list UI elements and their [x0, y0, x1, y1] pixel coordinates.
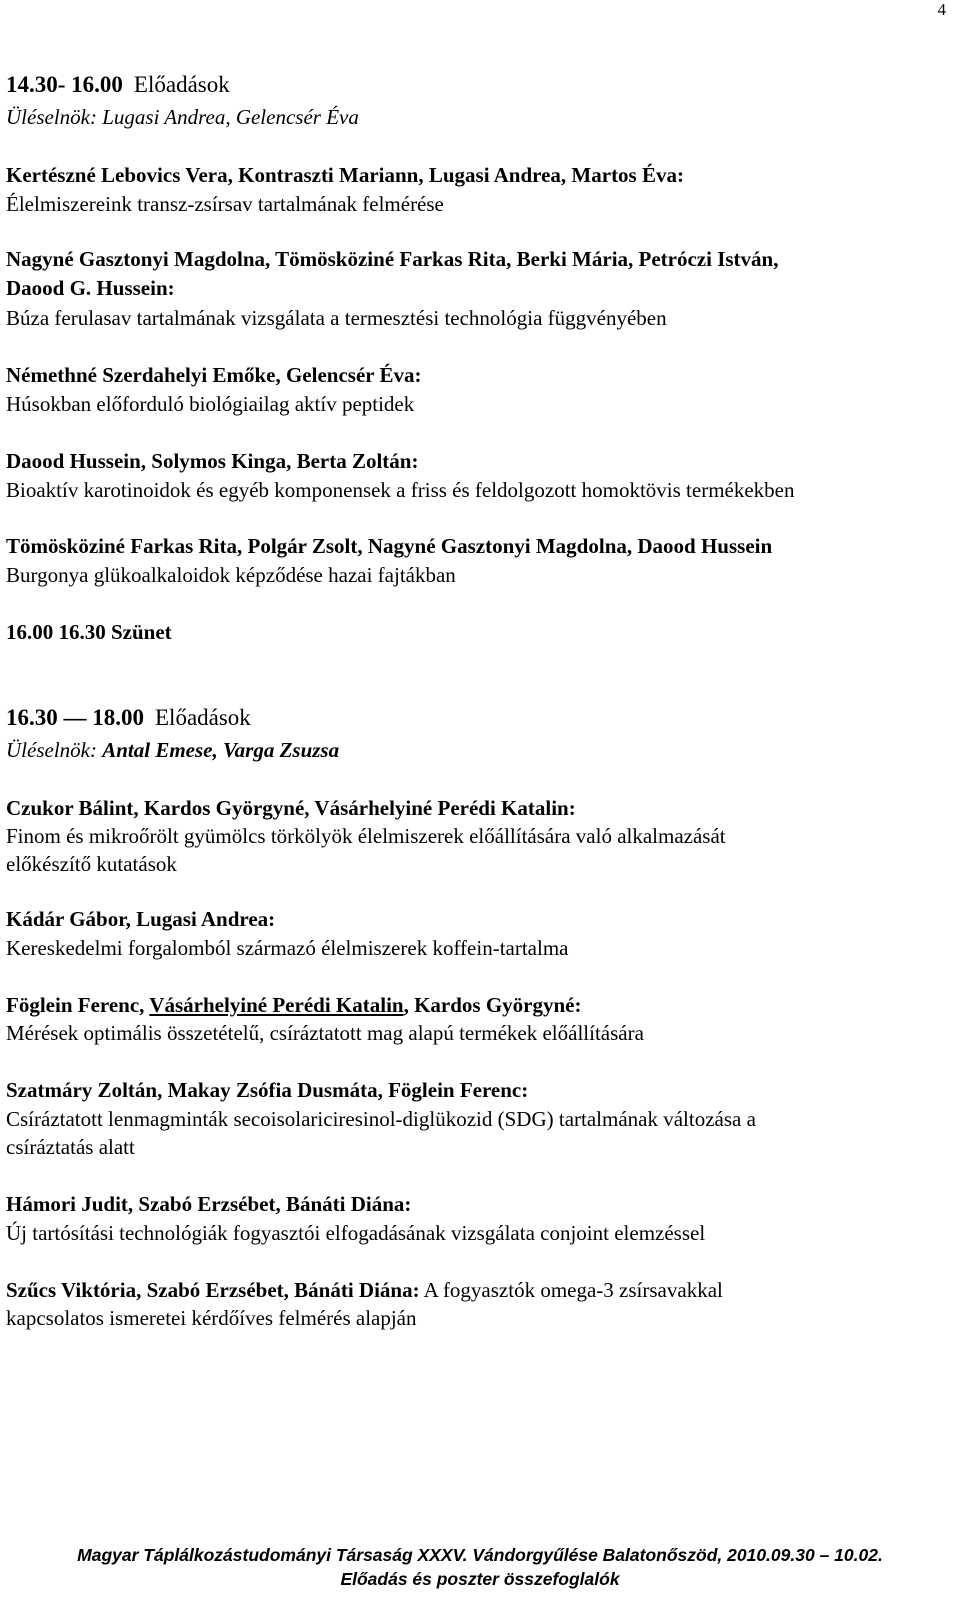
talk-title: Bioaktív karotinoidok és egyéb komponensek a friss és feldolgozott homoktövis termékekben: [6, 478, 795, 502]
talk-title: kapcsolatos ismeretei kérdőíves felmérés alapján: [6, 1306, 417, 1330]
presenting-author: Vásárhelyiné Perédi Katalin: [149, 993, 404, 1017]
talk-title: Élelmiszereink transz-zsírsav tartalmának felmérése: [6, 192, 444, 216]
talk-authors: Kádár Gábor, Lugasi Andrea:: [6, 907, 276, 931]
chair-label: Üléselnök:: [6, 105, 97, 129]
session-time: 14.30- 16.00: [6, 72, 123, 97]
talk-title: Búza ferulasav tartalmának vizsgálata a termesztési technológia függvényében: [6, 306, 667, 330]
talk-title: Új tartósítási technológiák fogyasztói elfogadásának vizsgálata conjoint elemzéssel: [6, 1221, 706, 1245]
talk-authors: Szűcs Viktória, Szabó Erzsébet, Bánáti Diána:: [6, 1278, 420, 1302]
talk-title: Kereskedelmi forgalomból származó élelmiszerek koffein-tartalma: [6, 936, 569, 960]
page-number: 4: [937, 0, 946, 19]
talk-authors: Nagyné Gasztonyi Magdolna, Tömösköziné Farkas Rita, Berki Mária, Petróczi István,: [6, 247, 779, 271]
author-name: , Kardos Györgyné:: [403, 993, 582, 1017]
session-chair: [6, 737, 339, 763]
talk-title: Mérések optimális összetételű, csíráztatott mag alapú termékek előállítására: [6, 1021, 644, 1045]
talk-title: Húsokban előforduló biológiailag aktív peptidek: [6, 392, 415, 416]
talk-title: A fogyasztók omega-3 zsírsavakkal: [419, 1278, 723, 1302]
session-title: Előadások: [155, 705, 251, 730]
author-name: Föglein Ferenc,: [6, 993, 150, 1017]
chair-names: Lugasi Andrea, Gelencsér Éva: [102, 105, 359, 129]
talk-authors: Szatmáry Zoltán, Makay Zsófia Dusmáta, Föglein Ferenc:: [6, 1078, 529, 1102]
session-chair: [6, 104, 359, 130]
talk-authors: Daood G. Hussein:: [6, 276, 175, 300]
talk-authors: Némethné Szerdahelyi Emőke, Gelencsér Éva:: [6, 363, 422, 387]
talk-title: előkészítő kutatások: [6, 852, 177, 876]
session-title: Előadások: [133, 72, 230, 97]
footer-line: Magyar Táplálkozástudományi Társaság XXXV. Vándorgyűlése Balatonőszöd, 2010.09.30 – 10.02.: [77, 1545, 883, 1565]
chair-label: Üléselnök:: [6, 738, 97, 762]
session-time: 16.30 — 18.00: [6, 705, 144, 730]
talk-authors: Tömösköziné Farkas Rita, Polgár Zsolt, Nagyné Gasztonyi Magdolna, Daood Hussein: [6, 534, 773, 558]
talk-title: Burgonya glükoalkaloidok képződése hazai fajtákban: [6, 563, 456, 587]
session-header: [6, 72, 230, 98]
talk-title: csíráztatás alatt: [6, 1135, 135, 1159]
footer-line: Előadás és poszter összefoglalók: [340, 1569, 620, 1589]
break-line: 16.00 16.30 Szünet: [6, 620, 172, 644]
talk-authors: Daood Hussein, Solymos Kinga, Berta Zoltán:: [6, 449, 419, 473]
talk-title: Finom és mikroőrölt gyümölcs törkölyök élelmiszerek előállítására való alkalmazását: [6, 824, 726, 848]
session-header: [6, 705, 251, 731]
talk-title: Csíráztatott lenmagminták secoisolariciresinol-diglükozid (SDG) tartalmának változása a: [6, 1107, 756, 1131]
talk-authors: [6, 992, 582, 1018]
talk-authors: Czukor Bálint, Kardos Györgyné, Vásárhelyiné Perédi Katalin:: [6, 796, 576, 820]
talk-entry: [6, 1277, 723, 1303]
chair-names: Antal Emese, Varga Zsuzsa: [102, 738, 340, 762]
talk-authors: Kertészné Lebovics Vera, Kontraszti Mariann, Lugasi Andrea, Martos Éva:: [6, 163, 684, 187]
talk-authors: Hámori Judit, Szabó Erzsébet, Bánáti Diána:: [6, 1192, 412, 1216]
